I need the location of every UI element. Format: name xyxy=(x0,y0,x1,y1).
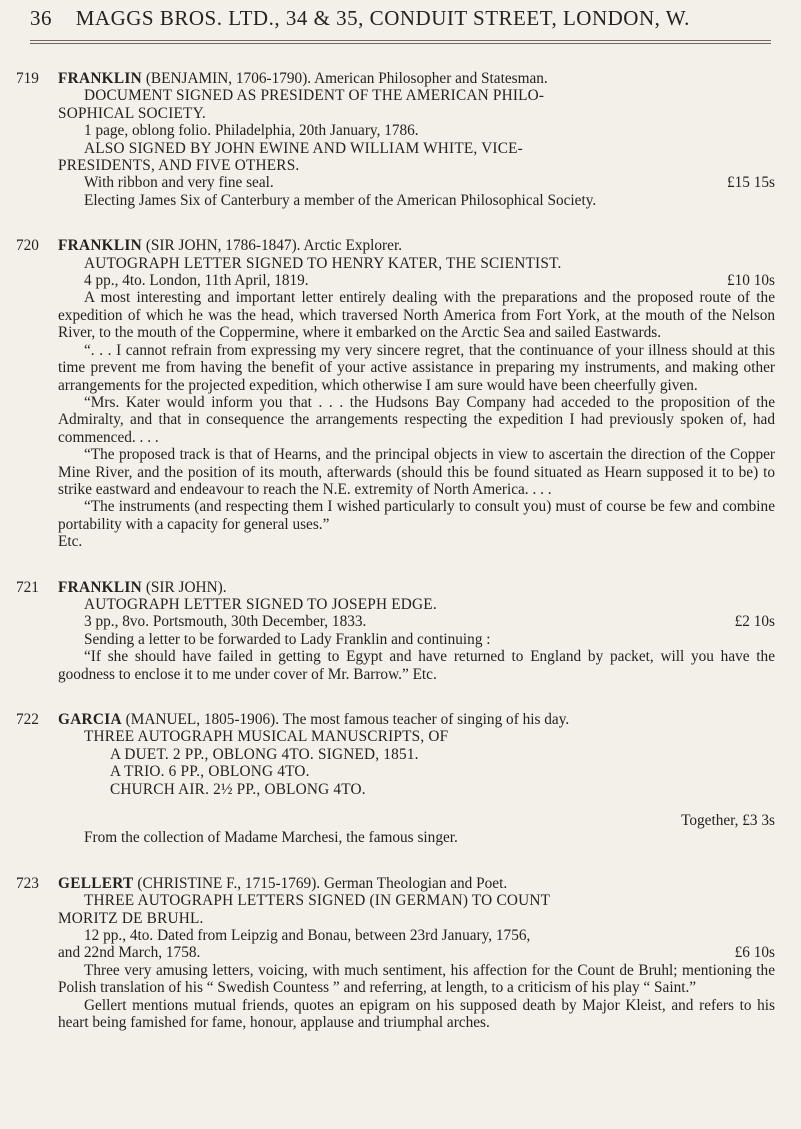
item-title-2: ALSO SIGNED BY JOHN EWINE AND WILLIAM WHITE, VICE- xyxy=(84,139,523,157)
lot-entry xyxy=(0,579,775,683)
lot-entry xyxy=(0,70,775,209)
running-head xyxy=(30,6,771,31)
paragraph: Three very amusing letters, voicing, with much sentiment, his affection for the Count de Bruhl; mentioning the Polish translation of his “ Swedish Countess ” and referring, at length, to a criticism of his play “ Saint.” xyxy=(58,961,775,997)
lot-price: £2 10s xyxy=(734,613,775,631)
quotation: “Mrs. Kater would inform you that . . . the Hudsons Bay Company had acceded to the proposition of the Admiralty, and that in consequence the arrangements respecting the expedition I had previously spoken of, had commenced. . . . xyxy=(58,393,775,446)
lot-note: From the collection of Madame Marchesi, the famous singer. xyxy=(84,829,458,847)
author-name: GELLERT xyxy=(58,874,134,892)
item-description: 4 pp., 4to. London, 11th April, 1819. xyxy=(84,272,309,290)
quotation: “. . . I cannot refrain from expressing my very sincere regret, that the continuance of your illness should at this time prevent me from having the benefit of your active assistance in preparing my instruments, and making other arrangements for the projected expedition, which otherwise I am sure would have been cheerfully given. xyxy=(58,341,775,394)
etc-text: Etc. xyxy=(58,533,83,551)
item-title: THREE AUTOGRAPH MUSICAL MANUSCRIPTS, OF xyxy=(84,728,449,746)
item-title-cont: SOPHICAL SOCIETY. xyxy=(58,104,206,122)
lot-number: 722 xyxy=(16,711,39,728)
author-name: FRANKLIN xyxy=(58,578,142,596)
quotation: “If she should have failed in getting to Egypt and have returned to England by packet, will you have the goodness to enclose it to me under cover of Mr. Barrow.” Etc. xyxy=(58,648,775,683)
lot-price: £6 10s xyxy=(734,944,775,962)
description-row xyxy=(84,613,775,630)
header-rule xyxy=(30,40,771,44)
lot-list xyxy=(0,70,801,1032)
sub-item: A TRIO. 6 PP., OBLONG 4TO. xyxy=(110,763,310,781)
item-title: DOCUMENT SIGNED AS PRESIDENT OF THE AMERICAN PHILO- xyxy=(84,87,545,105)
sub-item: A DUET. 2 PP., OBLONG 4TO. SIGNED, 1851. xyxy=(110,745,419,763)
author-details: (SIR JOHN, 1786-1847). Arctic Explorer. xyxy=(145,237,403,255)
lot-entry xyxy=(0,711,775,847)
description-row xyxy=(84,174,775,191)
author-details: (SIR JOHN). xyxy=(145,578,227,596)
item-title: THREE AUTOGRAPH LETTERS SIGNED (IN GERMAN) TO COUNT xyxy=(84,892,551,910)
item-title-cont: MORITZ DE BRUHL. xyxy=(58,909,204,927)
lot-heading xyxy=(58,70,775,87)
lot-number: 719 xyxy=(16,70,39,87)
item-description: 1 page, oblong folio. Philadelphia, 20th January, 1786. xyxy=(84,122,419,140)
publisher-line: MAGGS BROS. LTD., 34 & 35, CONDUIT STREET, LONDON, W. xyxy=(75,6,690,30)
lot-price: £15 15s xyxy=(726,174,775,192)
quotation: “The instruments (and respecting them I wished particularly to consult you) must of course be few and combine portability with a capacity for general uses.” xyxy=(58,498,775,533)
item-description-cont: and 22nd March, 1758. xyxy=(58,944,201,962)
author-details: (BENJAMIN, 1706-1790). American Philosopher and Statesman. xyxy=(145,70,548,87)
lot-number: 721 xyxy=(16,578,39,596)
lot-heading xyxy=(58,711,775,728)
item-title: AUTOGRAPH LETTER SIGNED TO HENRY KATER, THE SCIENTIST. xyxy=(84,254,562,272)
lot-number: 723 xyxy=(16,874,39,892)
description-row xyxy=(84,272,775,289)
lot-heading xyxy=(58,579,775,596)
description-row xyxy=(58,944,775,961)
lot-number: 720 xyxy=(16,237,39,255)
sub-item: CHURCH AIR. 2½ PP., OBLONG 4TO. xyxy=(110,780,366,798)
paragraph: Gellert mentions mutual friends, quotes an epigram on his supposed death by Major Kleist, and refers to his heart being famished for fame, honour, applause and triumphal arches. xyxy=(58,996,775,1032)
lot-heading xyxy=(58,237,775,254)
item-title-2-cont: PRESIDENTS, AND FIVE OTHERS. xyxy=(58,157,300,175)
author-name: FRANKLIN xyxy=(58,237,142,255)
item-description: 12 pp., 4to. Dated from Leipzig and Bonau, between 23rd January, 1756, xyxy=(84,927,531,945)
quotation: “The proposed track is that of Hearns, and the principal objects in view to ascertain the direction of the Copper Mine River, and the position of its mouth, afterwards (should this be found situated as Hearn supposed it to be) to strike eastward and endeavour to reach the N.E. extremity of North America. . . . xyxy=(58,446,775,498)
item-title: AUTOGRAPH LETTER SIGNED TO JOSEPH EDGE. xyxy=(84,595,437,613)
author-details: (MANUEL, 1805-1906). The most famous teacher of singing of his day. xyxy=(125,711,570,728)
lot-price: £10 10s xyxy=(726,272,775,290)
item-description-2: With ribbon and very fine seal. xyxy=(84,174,274,192)
lot-heading xyxy=(58,875,775,892)
lot-note: Electing James Six of Canterbury a member of the American Philosophical Society. xyxy=(84,191,597,209)
lot-entry xyxy=(0,875,775,1032)
lot-price: Together, £3 3s xyxy=(681,812,775,830)
lot-entry xyxy=(0,237,775,550)
paragraph: A most interesting and important letter entirely dealing with the preparations and the proposed route of the expedition of which he was the head, which traversed North America from Fort York, at the mouth of the Nelson River, to the mouth of the Coppermine, where it embarked on the Arctic Sea and sailed Eastwards. xyxy=(58,289,775,342)
author-name: GARCIA xyxy=(58,711,122,728)
author-details: (CHRISTINE F., 1715-1769). German Theologian and Poet. xyxy=(137,874,508,892)
paragraph: Sending a letter to be forwarded to Lady Franklin and continuing : xyxy=(84,630,491,648)
author-name: FRANKLIN xyxy=(58,70,142,87)
item-description: 3 pp., 8vo. Portsmouth, 30th December, 1833. xyxy=(84,613,367,631)
page-number: 36 xyxy=(30,6,52,30)
